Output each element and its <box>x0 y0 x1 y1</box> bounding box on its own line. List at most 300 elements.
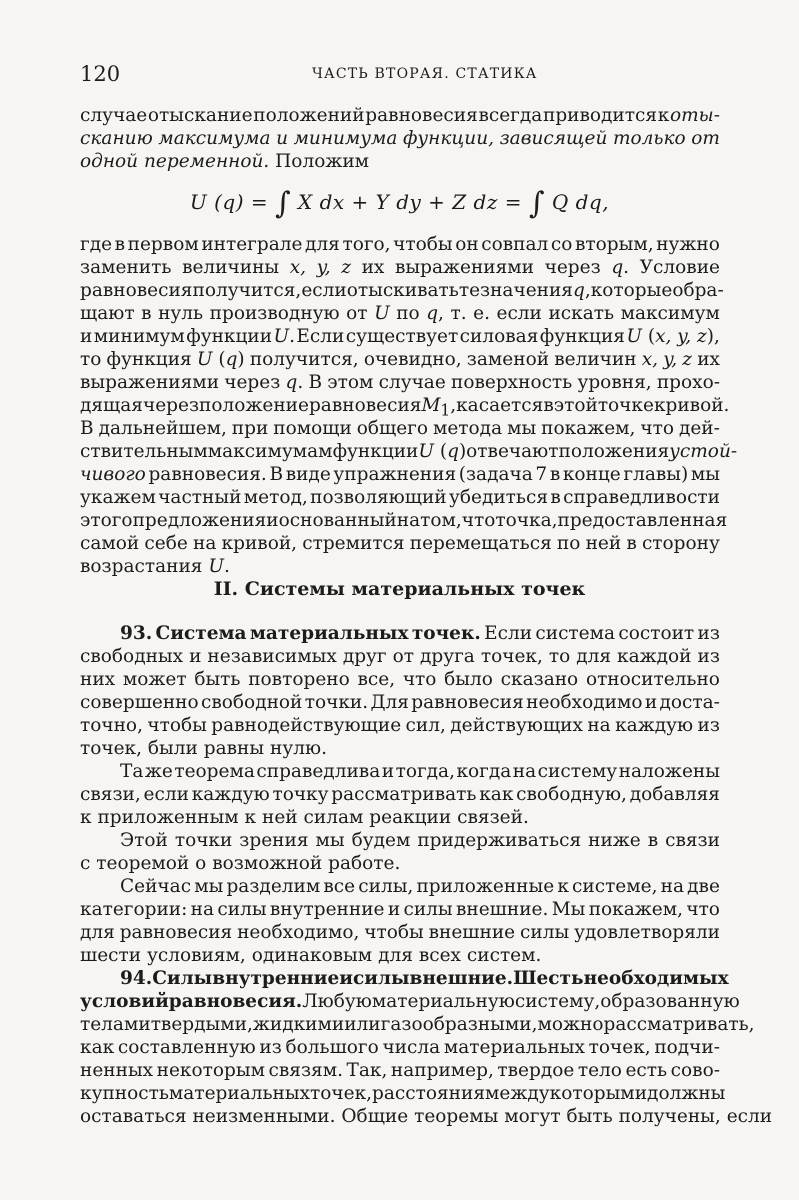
word: по <box>396 303 420 324</box>
word: мы <box>194 876 224 897</box>
word: внешние. <box>409 968 514 989</box>
text-line <box>80 783 720 806</box>
word: получится, <box>249 349 359 370</box>
word: предоставленная <box>557 510 728 531</box>
word: Положим <box>275 151 370 172</box>
word: связей. <box>457 807 529 828</box>
word: приложенные <box>416 876 555 897</box>
word: было <box>444 669 493 690</box>
word: расстояния <box>372 1083 486 1104</box>
text-line <box>80 440 738 463</box>
word: помощи <box>273 418 352 439</box>
word: условиям, <box>146 945 246 966</box>
word: что <box>640 418 675 439</box>
word: величин <box>554 349 637 370</box>
word: к <box>244 807 257 828</box>
word: Если <box>484 623 533 644</box>
word: что <box>686 899 720 920</box>
word: точке <box>597 395 654 416</box>
running-head: ЧАСТЬ ВТОРАЯ. СТАТИКА <box>312 66 538 82</box>
word: теоремой <box>96 853 190 874</box>
word: из <box>697 646 720 667</box>
paragraph-93 <box>80 622 720 760</box>
word: интеграле <box>201 234 303 255</box>
word: справедлива <box>256 761 381 782</box>
word: точек, <box>480 646 543 667</box>
word: Мы <box>551 899 586 920</box>
word: по <box>556 533 581 554</box>
word: уровня, <box>577 372 652 393</box>
word: Силы <box>152 968 213 989</box>
word: этого <box>80 510 133 531</box>
text-line <box>80 463 720 486</box>
word: в <box>647 830 659 851</box>
text-line <box>80 256 720 279</box>
word: на <box>512 761 537 782</box>
text-line <box>80 279 724 302</box>
word: силовая <box>459 326 539 347</box>
word: покажем, <box>541 418 636 439</box>
word: т. <box>450 303 467 324</box>
word: если <box>301 280 347 301</box>
word: U. <box>273 326 295 347</box>
word: ствительным <box>80 441 208 462</box>
word: получится, <box>192 280 302 301</box>
word: точку <box>272 784 329 805</box>
word: могут <box>504 1106 561 1127</box>
word: внешние. <box>455 899 549 920</box>
word: y, <box>663 349 678 370</box>
word: системе, <box>572 876 658 897</box>
word: будем <box>351 830 411 851</box>
word: U (x, y, z), <box>626 326 720 347</box>
word: которыми <box>549 1083 648 1104</box>
word: минимума <box>293 128 398 149</box>
word: максимума <box>158 128 271 149</box>
word: работе. <box>328 853 401 874</box>
text-line <box>80 760 720 783</box>
word: справедливости <box>563 487 720 508</box>
word: покажем, <box>588 899 684 920</box>
word: чтобы <box>364 922 424 943</box>
word: все, <box>357 669 396 690</box>
section-title: II. Системы материальных точек <box>213 578 586 600</box>
word: со <box>550 234 573 255</box>
word: зависящей <box>499 128 608 149</box>
word: например, <box>390 1060 494 1081</box>
word: условий <box>80 991 169 1012</box>
word: что <box>461 510 496 531</box>
word: обра- <box>672 280 724 301</box>
word: стремится <box>302 533 405 554</box>
word: приложенным <box>97 807 239 828</box>
word: и <box>339 968 353 989</box>
word: связям. <box>268 1060 343 1081</box>
word: реакции <box>369 807 452 828</box>
word: отыскание <box>147 105 253 126</box>
word: в <box>141 303 152 324</box>
word: существует <box>345 326 459 347</box>
word: от <box>346 303 368 324</box>
word: в <box>549 464 561 485</box>
word: е. <box>473 303 490 324</box>
word: выражениями <box>80 372 220 393</box>
word: состоит <box>618 623 695 644</box>
word: о <box>195 853 207 874</box>
text-line <box>80 325 720 348</box>
word: что <box>402 669 437 690</box>
text-line <box>80 1082 726 1105</box>
word: и <box>189 646 202 667</box>
word: силы <box>217 899 267 920</box>
word: функция <box>539 326 625 347</box>
word: через <box>224 372 281 393</box>
word: в <box>114 234 126 255</box>
word: придерживаться <box>417 830 582 851</box>
integral-formula: U (q) = ∫ X dx + Y dy + Z dz = ∫ Q dq, <box>189 186 610 221</box>
word: убедиться <box>448 487 548 508</box>
word: оты- <box>669 105 720 126</box>
word: переменной. <box>144 151 270 172</box>
word: в <box>543 395 554 416</box>
word: силы <box>403 899 453 920</box>
word: можно <box>537 1014 604 1035</box>
word: к <box>657 105 670 126</box>
word: максимумам <box>207 441 333 462</box>
word: поверхность <box>451 372 573 393</box>
word: на <box>190 899 215 920</box>
word: равновесия. <box>148 464 267 485</box>
word: получены, <box>618 1106 721 1127</box>
word: 7 <box>535 464 548 485</box>
word: функции <box>186 326 273 347</box>
word: все <box>323 876 356 897</box>
word: систем. <box>466 945 542 966</box>
word: связи <box>665 830 720 851</box>
word: одинаковым <box>251 945 373 966</box>
word: систему <box>537 761 618 782</box>
word: силы <box>520 922 570 943</box>
word: U (q) <box>418 441 467 462</box>
word: или <box>344 1014 381 1035</box>
word: необходимых <box>583 968 729 989</box>
word: на <box>396 510 421 531</box>
word: щают <box>80 303 135 324</box>
word: выражениями <box>394 257 534 278</box>
word: и <box>387 899 401 920</box>
word: возрастания <box>80 556 203 577</box>
text-line <box>80 127 720 150</box>
word: всех <box>418 945 461 966</box>
word: необходимо <box>526 692 643 713</box>
word: необходимо, <box>237 922 360 943</box>
word: самой <box>80 533 140 554</box>
word: перемещаться <box>409 533 552 554</box>
word: этом <box>327 372 374 393</box>
word: как <box>479 784 514 805</box>
word: ней <box>261 807 298 828</box>
word: точно, <box>80 715 143 736</box>
word: точки. <box>304 692 369 713</box>
word: равновесия <box>411 692 524 713</box>
word: кривой, <box>221 533 298 554</box>
word: и <box>644 692 658 713</box>
text-line <box>80 371 720 394</box>
word: значения <box>480 280 573 301</box>
word: x, <box>641 349 659 370</box>
word: силы, <box>358 876 414 897</box>
word: минимум <box>93 326 185 347</box>
word: в <box>626 533 637 554</box>
word: устой- <box>669 441 738 462</box>
word: нуль <box>158 303 204 324</box>
word: равновесия <box>308 395 422 416</box>
word: ней <box>585 533 622 554</box>
word: виде <box>285 464 331 485</box>
word: повторено <box>248 669 350 690</box>
word: силам <box>303 807 364 828</box>
word: доста- <box>659 692 720 713</box>
text-line <box>80 1105 773 1128</box>
word: как <box>80 1037 115 1058</box>
word: положений <box>253 105 365 126</box>
word: конце <box>562 464 621 485</box>
word: для <box>80 922 115 943</box>
word: свободных <box>80 646 184 667</box>
word: искать <box>548 303 615 324</box>
word: к <box>557 876 569 897</box>
word: заменить <box>80 257 172 278</box>
word: и <box>381 761 395 782</box>
word: равнодействующие <box>211 715 402 736</box>
text-line <box>80 852 720 875</box>
word: первом <box>127 234 199 255</box>
word: кривой. <box>653 395 730 416</box>
word: действующих <box>450 715 583 736</box>
word: материальных <box>168 1083 311 1104</box>
text-line <box>80 532 720 555</box>
word: каждую <box>615 715 694 736</box>
paragraph-equilibrium-condition <box>80 233 738 578</box>
word: точек, <box>310 1083 373 1104</box>
word: мы <box>507 418 537 439</box>
word: мы <box>315 830 345 851</box>
word: величины <box>182 257 280 278</box>
paragraph-theorem <box>80 760 720 829</box>
word: отвечают <box>466 441 559 462</box>
text-line <box>80 967 729 990</box>
text-line <box>80 645 720 668</box>
text-line <box>80 990 740 1013</box>
word: функции, <box>402 128 495 149</box>
word: q. <box>611 257 630 278</box>
word: для <box>305 234 340 255</box>
word: себе <box>144 533 188 554</box>
word: максимум <box>620 303 720 324</box>
word: быть <box>566 1106 613 1127</box>
word: совершенно <box>80 692 199 713</box>
word: z <box>341 257 351 278</box>
word: и <box>80 326 93 347</box>
word: укажем <box>80 487 156 508</box>
word: их <box>361 257 385 278</box>
word: ниже <box>588 830 641 851</box>
word: между <box>485 1083 550 1104</box>
paragraph-94 <box>80 967 773 1128</box>
word: из <box>697 623 720 644</box>
word: очевидно, <box>363 349 462 370</box>
word: q, <box>426 303 444 324</box>
word: q. <box>285 372 304 393</box>
word: свободную, <box>516 784 627 805</box>
word: В <box>269 464 284 485</box>
paragraph-force-categories <box>80 875 720 967</box>
word: материальных <box>249 623 409 644</box>
word: телами <box>80 1014 151 1035</box>
word: нулю. <box>270 738 327 759</box>
word: неизменными. <box>192 1106 336 1127</box>
text-line <box>80 806 720 829</box>
word: систему, <box>514 991 601 1012</box>
word: главы) <box>623 464 689 485</box>
word: относительно <box>585 669 720 690</box>
word: друг <box>342 646 387 667</box>
word: внутренние <box>212 968 340 989</box>
word: 94. <box>120 968 153 989</box>
word: теоремы <box>414 1106 499 1127</box>
word: удовлетворяли <box>574 922 720 943</box>
word: y, <box>316 257 331 278</box>
word: равновесия <box>80 280 193 301</box>
word: подчи- <box>654 1037 720 1058</box>
word: от <box>691 128 720 149</box>
text-line <box>80 1013 755 1036</box>
word: производную <box>209 303 340 324</box>
text-line <box>80 104 720 127</box>
word: сказано <box>500 669 579 690</box>
paragraph-viewpoint <box>80 829 720 875</box>
word: твердое <box>497 1060 575 1081</box>
word: зрения <box>239 830 309 851</box>
word: чивого <box>80 464 146 485</box>
word: оставаться <box>80 1106 187 1127</box>
word: рассматривать <box>331 784 477 805</box>
word: большого <box>285 1037 379 1058</box>
word: этой <box>553 395 598 416</box>
word: должны <box>647 1083 726 1104</box>
word: были <box>147 738 198 759</box>
word: точки <box>174 830 233 851</box>
word: приводится <box>542 105 658 126</box>
word: может <box>122 669 187 690</box>
word: равновесия <box>365 105 478 126</box>
word: те <box>458 280 481 301</box>
word: точек. <box>411 623 481 644</box>
word: U <box>374 303 390 324</box>
word: равновесия. <box>168 991 303 1012</box>
word: В <box>80 418 94 439</box>
word: совпал <box>481 234 549 255</box>
word: купность <box>80 1083 169 1104</box>
word: частный <box>158 487 242 508</box>
word: быть <box>194 669 241 690</box>
word: твердыми, <box>150 1014 253 1035</box>
text-line <box>80 898 720 921</box>
word: система <box>535 623 616 644</box>
word: точка, <box>495 510 558 531</box>
word: упражнения <box>333 464 457 485</box>
word: на <box>660 876 684 897</box>
word: дей- <box>678 418 720 439</box>
word: составленную <box>117 1037 256 1058</box>
word: Общие <box>341 1106 409 1127</box>
word: от <box>392 646 414 667</box>
word: и <box>276 128 289 149</box>
word: связи, <box>80 784 141 805</box>
word: положения <box>558 441 670 462</box>
word: жидкими <box>252 1014 345 1035</box>
word: разделим <box>226 876 321 897</box>
word: если <box>496 303 542 324</box>
text-line <box>80 875 720 898</box>
word: Та <box>120 761 144 782</box>
word: силы <box>352 968 410 989</box>
word: ненных <box>80 1060 154 1081</box>
word: $M_1$, <box>421 395 457 420</box>
word: где <box>80 234 113 255</box>
word: каждую <box>191 784 270 805</box>
word: в <box>550 487 561 508</box>
text-line <box>80 417 720 440</box>
word: материальную <box>371 991 515 1012</box>
text-line <box>80 714 720 737</box>
word: когда <box>456 761 512 782</box>
text-line <box>80 921 720 944</box>
word: их <box>697 349 720 370</box>
word: z <box>682 349 693 370</box>
word: одной <box>80 151 139 172</box>
word: равны <box>203 738 265 759</box>
word: основанный <box>278 510 397 531</box>
word: если <box>143 784 189 805</box>
word: категории: <box>80 899 188 920</box>
word: рассматривать, <box>603 1014 755 1035</box>
word: добавляя <box>629 784 720 805</box>
word: сил, <box>405 715 446 736</box>
word: Шесть <box>513 968 584 989</box>
text-line <box>80 348 720 371</box>
text-line <box>80 668 720 691</box>
word: если <box>726 1106 773 1127</box>
text-line <box>80 394 730 420</box>
text-line <box>80 509 728 532</box>
text-line <box>80 944 720 967</box>
text-line <box>80 1036 720 1059</box>
word: сторону <box>641 533 720 554</box>
word: для <box>378 945 413 966</box>
word: того, <box>342 234 391 255</box>
word: (задача <box>458 464 533 485</box>
word: предложения <box>132 510 267 531</box>
word: некоторым <box>156 1060 265 1081</box>
word: метода <box>432 418 503 439</box>
word: через <box>142 395 200 416</box>
text-line <box>80 233 720 256</box>
word: числа <box>382 1037 441 1058</box>
word: вторым, <box>574 234 654 255</box>
word: наложены <box>618 761 720 782</box>
word: сово- <box>670 1060 720 1081</box>
